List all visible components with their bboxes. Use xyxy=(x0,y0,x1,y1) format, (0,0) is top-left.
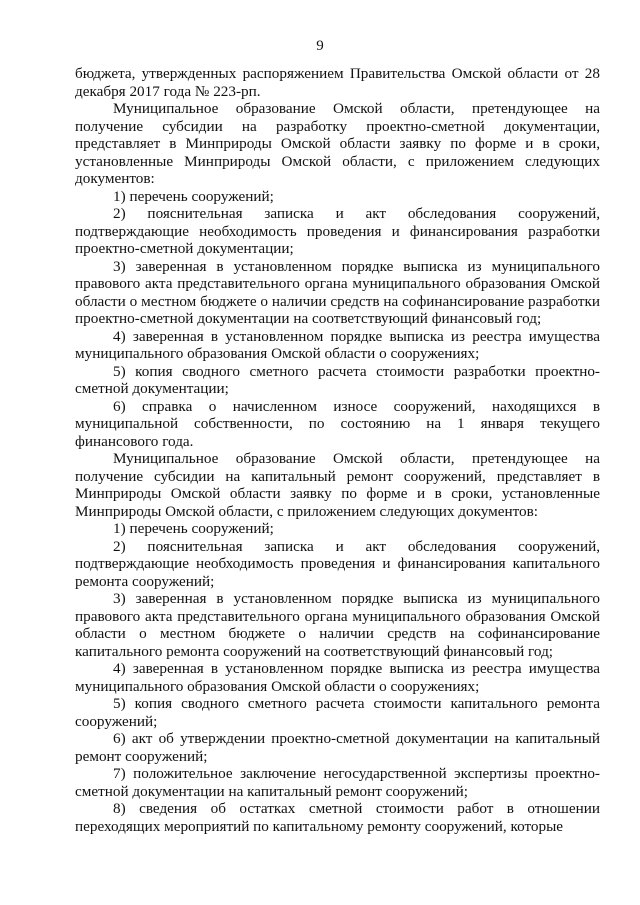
list-item: 5) копия сводного сметного расчета стоимости капитального ремонта сооружений; xyxy=(75,695,600,730)
list-item: 3) заверенная в установленном порядке выписка из муниципального правового акта представительного органа муниципального образования Омской области о местном бюджете о наличии средств на софинансирование разработки проектно-сметной документации на соответствующий финансовый год; xyxy=(75,257,600,327)
list-item: 2) пояснительная записка и акт обследования сооружений, подтверждающие необходимость проведения и финансирования капитального ремонта сооружений; xyxy=(75,537,600,590)
list-item: 3) заверенная в установленном порядке выписка из муниципального правового акта представительного органа муниципального образования Омской области о местном бюджете о наличии средств на софинансирование капитального ремонта сооружений на соответствующий финансовый год; xyxy=(75,590,600,660)
page-number: 9 xyxy=(316,38,324,54)
list-item: 4) заверенная в установленном порядке выписка из реестра имущества муниципального образования Омской области о сооружениях; xyxy=(75,327,600,362)
list-item: 4) заверенная в установленном порядке выписка из реестра имущества муниципального образования Омской области о сооружениях; xyxy=(75,660,600,695)
list-item: 7) положительное заключение негосударственной экспертизы проектно-сметной документации на капитальный ремонт сооружений; xyxy=(75,765,600,800)
list-item: 1) перечень сооружений; xyxy=(113,187,274,205)
document-body xyxy=(75,65,600,835)
list-item: 8) сведения об остатках сметной стоимости работ в отношении переходящих мероприятий по капитальному ремонту сооружений, которые xyxy=(75,800,600,835)
list-item: 6) акт об утверждении проектно-сметной документации на капитальный ремонт сооружений; xyxy=(75,730,600,765)
list-item: 1) перечень сооружений; xyxy=(113,520,274,537)
list-item: 2) пояснительная записка и акт обследования сооружений, подтверждающие необходимость проведения и финансирования разработки проектно-сметной документации; xyxy=(75,205,600,257)
paragraph: Муниципальное образование Омской области, претендующее на получение субсидии на капитальный ремонт сооружений, представляет в Минприроды Омской области заявку по форме и в сроки, установленные Минприроды Омской области, с приложением следующих документов: xyxy=(75,450,600,520)
paragraph: бюджета, утвержденных распоряжением Правительства Омской области от 28 декабря 2017 года № 223-рп. xyxy=(75,65,600,100)
paragraph: Муниципальное образование Омской области, претендующее на получение субсидии на разработку проектно-сметной документации, представляет в Минприроды Омской области заявку по форме и в сроки, установленные Минприроды Омской области, с приложением следующих документов: xyxy=(75,100,600,187)
list-item: 6) справка о начисленном износе сооружений, находящихся в муниципальной собственности, по состоянию на 1 января текущего финансового года. xyxy=(75,397,600,450)
list-item: 5) копия сводного сметного расчета стоимости разработки проектно-сметной документации; xyxy=(75,362,600,397)
